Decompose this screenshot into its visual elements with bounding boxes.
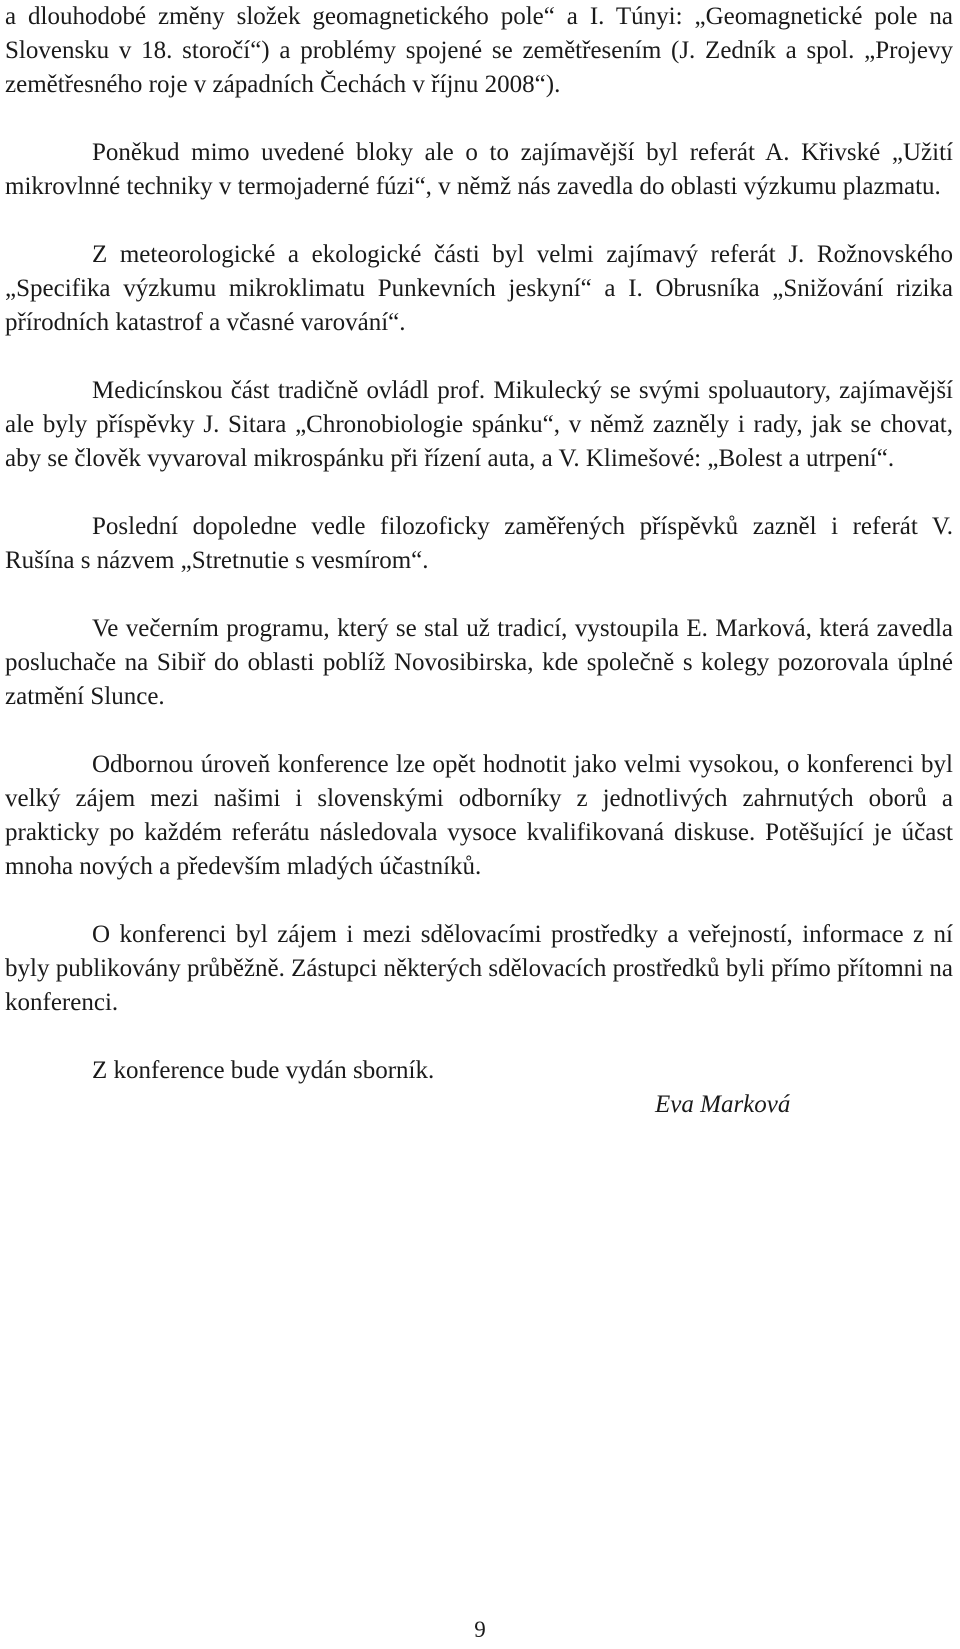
author-signature: Eva Marková <box>655 1091 791 1118</box>
paragraph-proceedings: Z konference bude vydán sborník. <box>92 1057 435 1084</box>
paragraph-evening-program: Ve večerním programu, který se stal už tradicí, vystoupila E. Marková, která zavedla posluchače na Sibiř do oblasti poblíž Novosibirska, kde společně s kolegy pozorovala úplné zatmění Slunce. <box>5 615 953 710</box>
page-number: 9 <box>474 1617 486 1642</box>
document-page <box>5 0 953 1122</box>
paragraph-meteorology: Z meteorologické a ekologické části byl velmi zajímavý referát J. Rožnovského „Specifika výzkumu mikroklimatu Punkevních jeskyní“ a I. Obrusníka „Snižování rizika přírodních katastrof a včasné varování“. <box>5 241 953 336</box>
paragraph-evaluation: Odbornou úroveň konference lze opět hodnotit jako velmi vysokou, o konferenci byl velký zájem mezi našimi i slovenskými odborníky z jednotlivých zahrnutých oborů a prakticky po každém referátu následovala vysoce kvalifikovaná diskuse. Potěšující je účast mnoha nových a především mladých účastníků. <box>5 751 953 880</box>
paragraph-media: O konferenci byl zájem i mezi sdělovacími prostředky a veřejností, informace z ní byly publikovány průběžně. Zástupci některých sdělovacích prostředků byli přímo přítomni na konferenci. <box>5 921 953 1016</box>
paragraph-medicine: Medicínskou část tradičně ovládl prof. Mikulecký se svými spoluautory, zajímavější ale byly příspěvky J. Sitara „Chronobiologie spánku“, v němž zazněly i rady, jak se chovat, aby se člověk vyvaroval mikrospánku při řízení auta, a V. Klimešové: „Bolest a utrpení“. <box>5 377 953 472</box>
paragraph-last-morning: Poslední dopoledne vedle filozoficky zaměřených příspěvků zazněl i referát V. Rušína s názvem „Stretnutie s vesmírom“. <box>5 513 953 574</box>
paragraph-krivska: Poněkud mimo uvedené bloky ale o to zajímavější byl referát A. Křivské „Užití mikrovlnné techniky v termojaderné fúzi“, v němž nás zavedla do oblasti výzkumu plazmatu. <box>5 139 953 200</box>
paragraph-continuation: a dlouhodobé změny složek geomagnetického pole“ a I. Túnyi: „Geomagnetické pole na Slovensku v 18. storočí“) a problémy spojené se zemětřesením (J. Zedník a spol. „Projevy zemětřesného roje v západních Čechách v říjnu 2008“). <box>5 3 953 98</box>
